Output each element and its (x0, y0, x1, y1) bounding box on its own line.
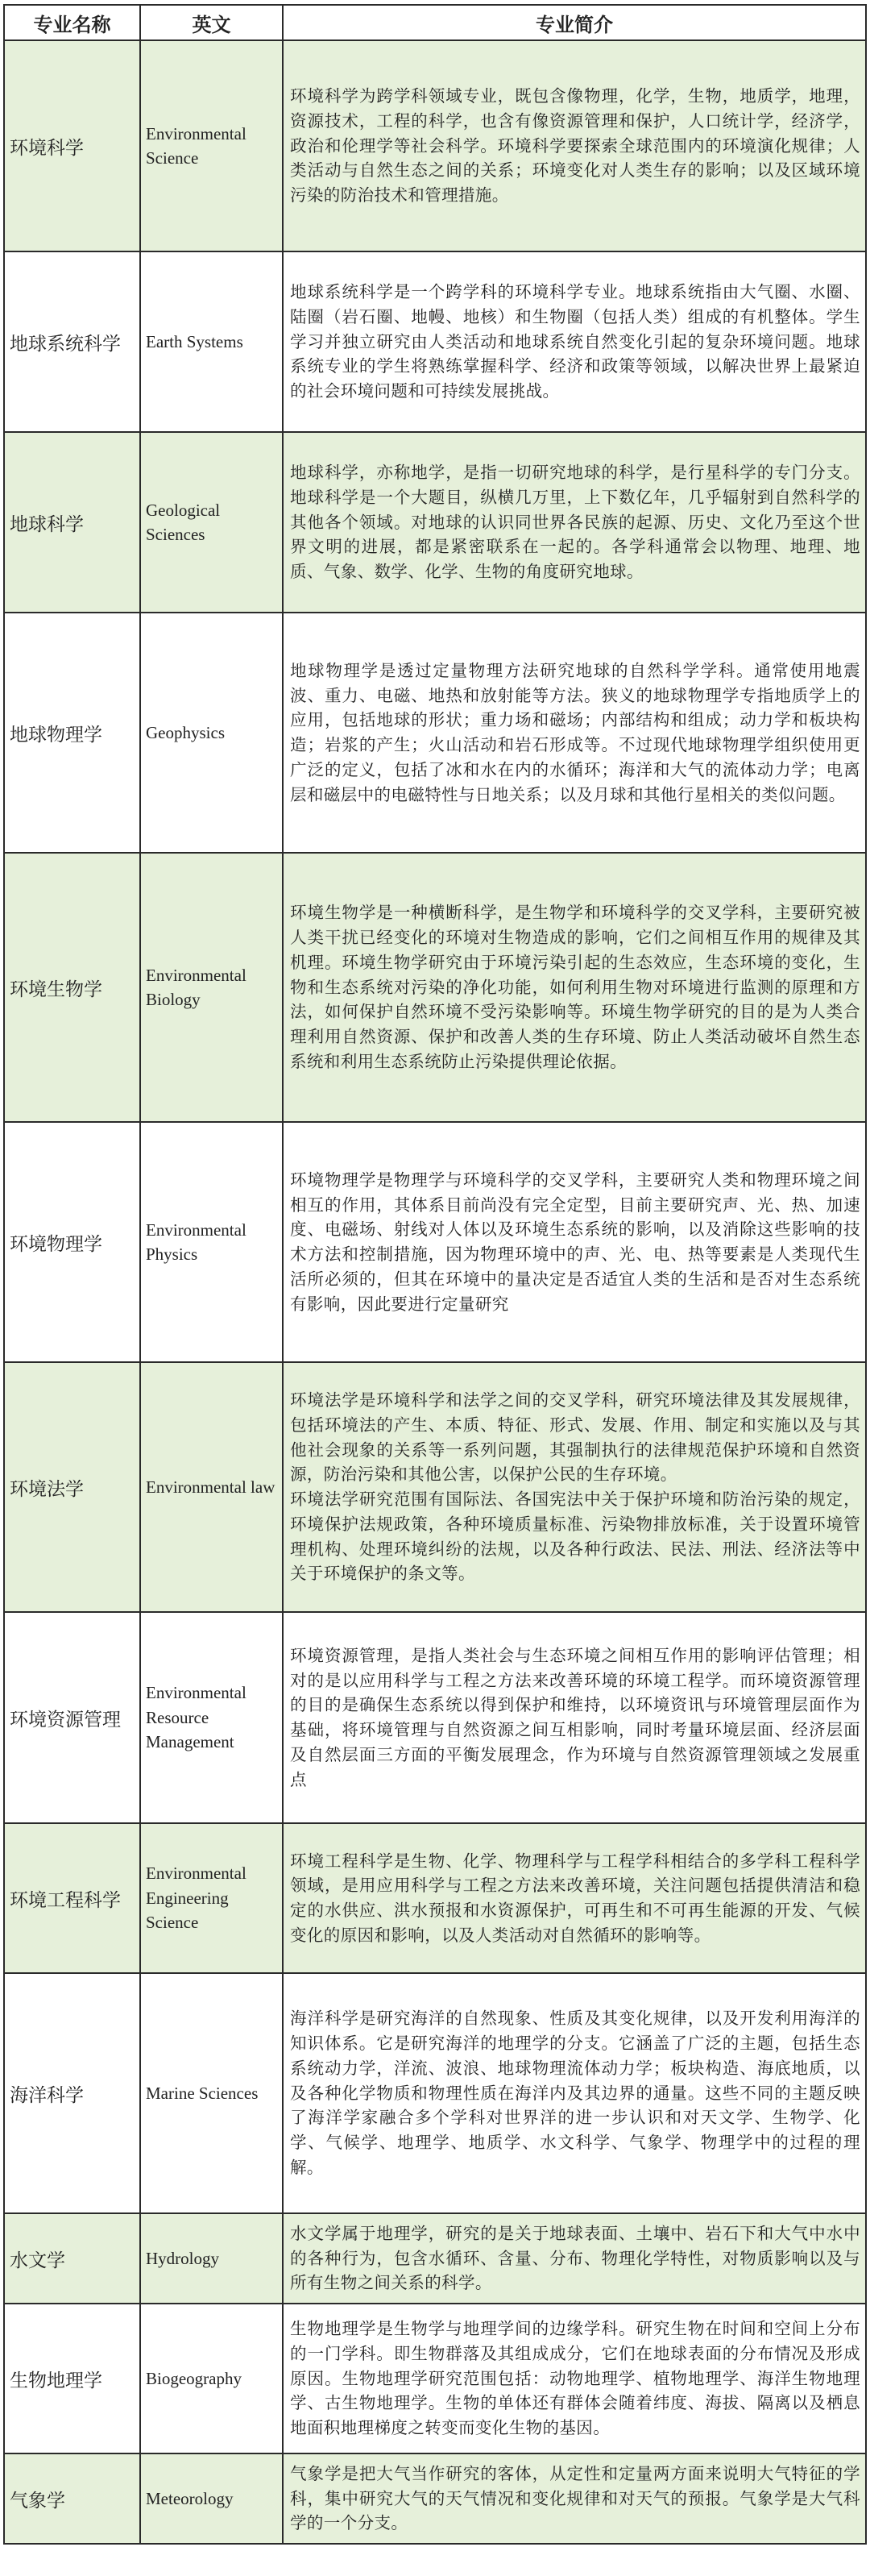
major-english: Geological Sciences (140, 432, 283, 613)
major-description (283, 2453, 866, 2544)
major-description (283, 2304, 866, 2453)
description-paragraph: 水文学属于地理学，研究的是关于地球表面、土壤中、岩石下和大气中水中的各种行为，包含水循环、含量、分布、物理化学特性，对物质影响以及与所有生物之间关系的科学。 (290, 2223, 860, 2293)
major-name: 环境生物学 (4, 853, 140, 1122)
major-english: Earth Systems (140, 251, 283, 432)
table-row (4, 1823, 866, 1973)
table-row (4, 2213, 866, 2304)
major-description (283, 1973, 866, 2213)
major-name: 环境物理学 (4, 1122, 140, 1362)
major-english: Environmental Biology (140, 853, 283, 1122)
description-paragraph: 地球系统科学是一个跨学科的环境科学专业。地球系统指由大气圈、水圈、陆圈（岩石圈、地幔、地核）和生物圈（包括人类）组成的有机整体。学生学习并独立研究由人类活动和地球系统自然变化引起的复杂环境问题。地球系统专业的学生将熟练掌握科学、经济和政策等领域，以解决世界上最紧迫的社会环境问题和可持续发展挑战。 (290, 282, 860, 401)
table-row (4, 1973, 866, 2213)
description-paragraph: 海洋科学是研究海洋的自然现象、性质及其变化规律，以及开发利用海洋的知识体系。它是研究海洋的地理学的分支。它涵盖了广泛的主题，包括生态系统动力学，洋流、波浪、地球物理流体动力学；板块构造、海底地质，以及各种化学物质和物理性质在海洋内及其边界的通量。这些不同的主题反映了海洋学家融合多个学科对世界洋的进一步认识和对天文学、生物学、化学、气候学、地理学、地质学、水文科学、气象学、物理学中的过程的理解。 (290, 2009, 860, 2177)
description-paragraph: 环境资源管理，是指人类社会与生态环境之间相互作用的影响评估管理；相对的是以应用科学与工程之方法来改善环境的环境工程学。而环境资源管理的目的是确保生态系统以得到保护和维持，以环境资讯与环境管理层面作为基础，将环境管理与自然资源之间互相影响，同时考量环境层面、经济层面及自然层面三方面的平衡发展理念，作为环境与自然资源管理领域之发展重点 (290, 1645, 860, 1789)
table-row (4, 2304, 866, 2453)
table-row (4, 251, 866, 432)
major-description (283, 1362, 866, 1612)
major-english: Marine Sciences (140, 1973, 283, 2213)
major-description (283, 853, 866, 1122)
table-row (4, 1612, 866, 1823)
major-description (283, 1612, 866, 1823)
major-english: Environmental law (140, 1362, 283, 1612)
major-english: Environmental Engineering Science (140, 1823, 283, 1973)
major-name: 水文学 (4, 2213, 140, 2304)
description-paragraph: 环境生物学是一种横断科学，是生物学和环境科学的交叉学科，主要研究被人类干扰已经变化的环境对生物造成的影响，它们之间相互作用的规律及其机理。环境生物学研究由于环境污染引起的生态效应，生态环境的变化，生物和生态系统对污染的净化功能，如何利用生物对环境进行监测的原理和方法，如何保护自然环境不受污染影响等。环境生物学研究的目的是为人类合理利用自然资源、保护和改善人类的生存环境、防止人类活动破坏自然生态系统和利用生态系统防止污染提供理论依据。 (290, 903, 860, 1071)
header-major-name: 专业名称 (4, 5, 140, 40)
major-name: 环境法学 (4, 1362, 140, 1612)
description-paragraph: 环境科学为跨学科领域专业，既包含像物理，化学，生物，地质学，地理，资源技术，工程的科学，也含有像资源管理和保护，人口统计学，经济学，政治和伦理学等社会科学。环境科学要探索全球范围内的环境演化规律；人类活动与自然生态之间的关系；环境变化对人类生存的影响；以及区域环境污染的防治技术和管理措施。 (290, 86, 860, 206)
majors-table (3, 4, 867, 2545)
major-description (283, 432, 866, 613)
table-row (4, 432, 866, 613)
major-name: 环境工程科学 (4, 1823, 140, 1973)
major-english: Hydrology (140, 2213, 283, 2304)
table-row (4, 2453, 866, 2544)
major-english: Environmental Physics (140, 1122, 283, 1362)
table-row (4, 1122, 866, 1362)
major-english: Geophysics (140, 613, 283, 853)
description-paragraph: 地球科学，亦称地学，是指一切研究地球的科学，是行星科学的专门分支。地球科学是一个大题目，纵横几万里，上下数亿年，几乎辐射到自然科学的其他各个领域。对地球的认识同世界各民族的起源、历史、文化乃至这个世界文明的进展，都是紧密联系在一起的。各学科通常会以物理、地理、地质、气象、数学、化学、生物的角度研究地球。 (290, 463, 860, 582)
table-row (4, 40, 866, 251)
major-name: 地球科学 (4, 432, 140, 613)
major-english: Environmental Science (140, 40, 283, 251)
header-intro: 专业简介 (283, 5, 866, 40)
description-paragraph: 地球物理学是透过定量物理方法研究地球的自然科学学科。通常使用地震波、重力、电磁、地热和放射能等方法。狭义的地球物理学专指地质学上的应用，包括地球的形状；重力场和磁场；内部结构和组成；动力学和板块构造；岩浆的产生；火山活动和岩石形成等。不过现代地球物理学组织使用更广泛的定义，包括了冰和水在内的水循环；海洋和大气的流体动力学；电离层和磁层中的电磁特性与日地关系；以及月球和其他行星相关的类似问题。 (290, 660, 860, 804)
major-name: 环境资源管理 (4, 1612, 140, 1823)
major-name: 地球系统科学 (4, 251, 140, 432)
header-row (4, 5, 866, 40)
major-description (283, 2213, 866, 2304)
major-description (283, 613, 866, 853)
major-description (283, 1122, 866, 1362)
major-description (283, 251, 866, 432)
description-paragraph: 环境法学是环境科学和法学之间的交叉学科，研究环境法律及其发展规律，包括环境法的产生、本质、特征、形式、发展、作用、制定和实施以及与其他社会现象的关系等一系列问题，其强制执行的法律规范保护环境和自然资源，防治污染和其他公害，以保护公民的生存环境。 (290, 1390, 860, 1485)
major-description (283, 40, 866, 251)
table-row (4, 613, 866, 853)
description-paragraph: 环境工程科学是生物、化学、物理科学与工程学科相结合的多学科工程科学领域，是用应用科学与工程之方法来改善环境，关注问题包括提供清洁和稳定的水供应、洪水预报和水资源保护，可再生和不可再生能源的开发、气候变化的原因和影响，以及人类活动对自然循环的影响等。 (290, 1851, 860, 1945)
major-name: 气象学 (4, 2453, 140, 2544)
header-english: 英文 (140, 5, 283, 40)
major-name: 环境科学 (4, 40, 140, 251)
major-english: Meteorology (140, 2453, 283, 2544)
table-row (4, 853, 866, 1122)
description-paragraph: 气象学是把大气当作研究的客体，从定性和定量两方面来说明大气特征的学科，集中研究大气的天气情况和变化规律和对天气的预报。气象学是大气科学的一个分支。 (290, 2463, 860, 2533)
description-paragraph: 环境物理学是物理学与环境科学的交叉学科，主要研究人类和物理环境之间相互的作用，其体系目前尚没有完全定型，目前主要研究声、光、热、加速度、电磁场、射线对人体以及环境生态系统的影响，以及消除这些影响的技术方法和控制措施，因为物理环境中的声、光、电、热等要素是人类现代生活所必须的，但其在环境中的量决定是否适宜人类的生活和是否对生态系统有影响，因此要进行定量研究 (290, 1170, 860, 1314)
major-name: 生物地理学 (4, 2304, 140, 2453)
major-english: Biogeography (140, 2304, 283, 2453)
major-name: 海洋科学 (4, 1973, 140, 2213)
table-row (4, 1362, 866, 1612)
major-description (283, 1823, 866, 1973)
major-english: Environmental Resource Management (140, 1612, 283, 1823)
description-paragraph: 环境法学研究范围有国际法、各国宪法中关于保护环境和防治污染的规定，环境保护法规政策，各种环境质量标准、污染物排放标准，关于设置环境管理机构、处理环境纠纷的法规，以及各种行政法、民法、刑法、经济法等中关于环境保护的条文等。 (290, 1490, 860, 1584)
description-paragraph: 生物地理学是生物学与地理学间的边缘学科。研究生物在时间和空间上分布的一门学科。即生物群落及其组成成分，它们在地球表面的分布情况及形成原因。生物地理学研究范围包括：动物地理学、植物地理学、海洋生物地理学、古生物地理学。生物的单体还有群体会随着纬度、海拔、隔离以及栖息地面积地理梯度之转变而变化生物的基因。 (290, 2319, 860, 2438)
major-name: 地球物理学 (4, 613, 140, 853)
